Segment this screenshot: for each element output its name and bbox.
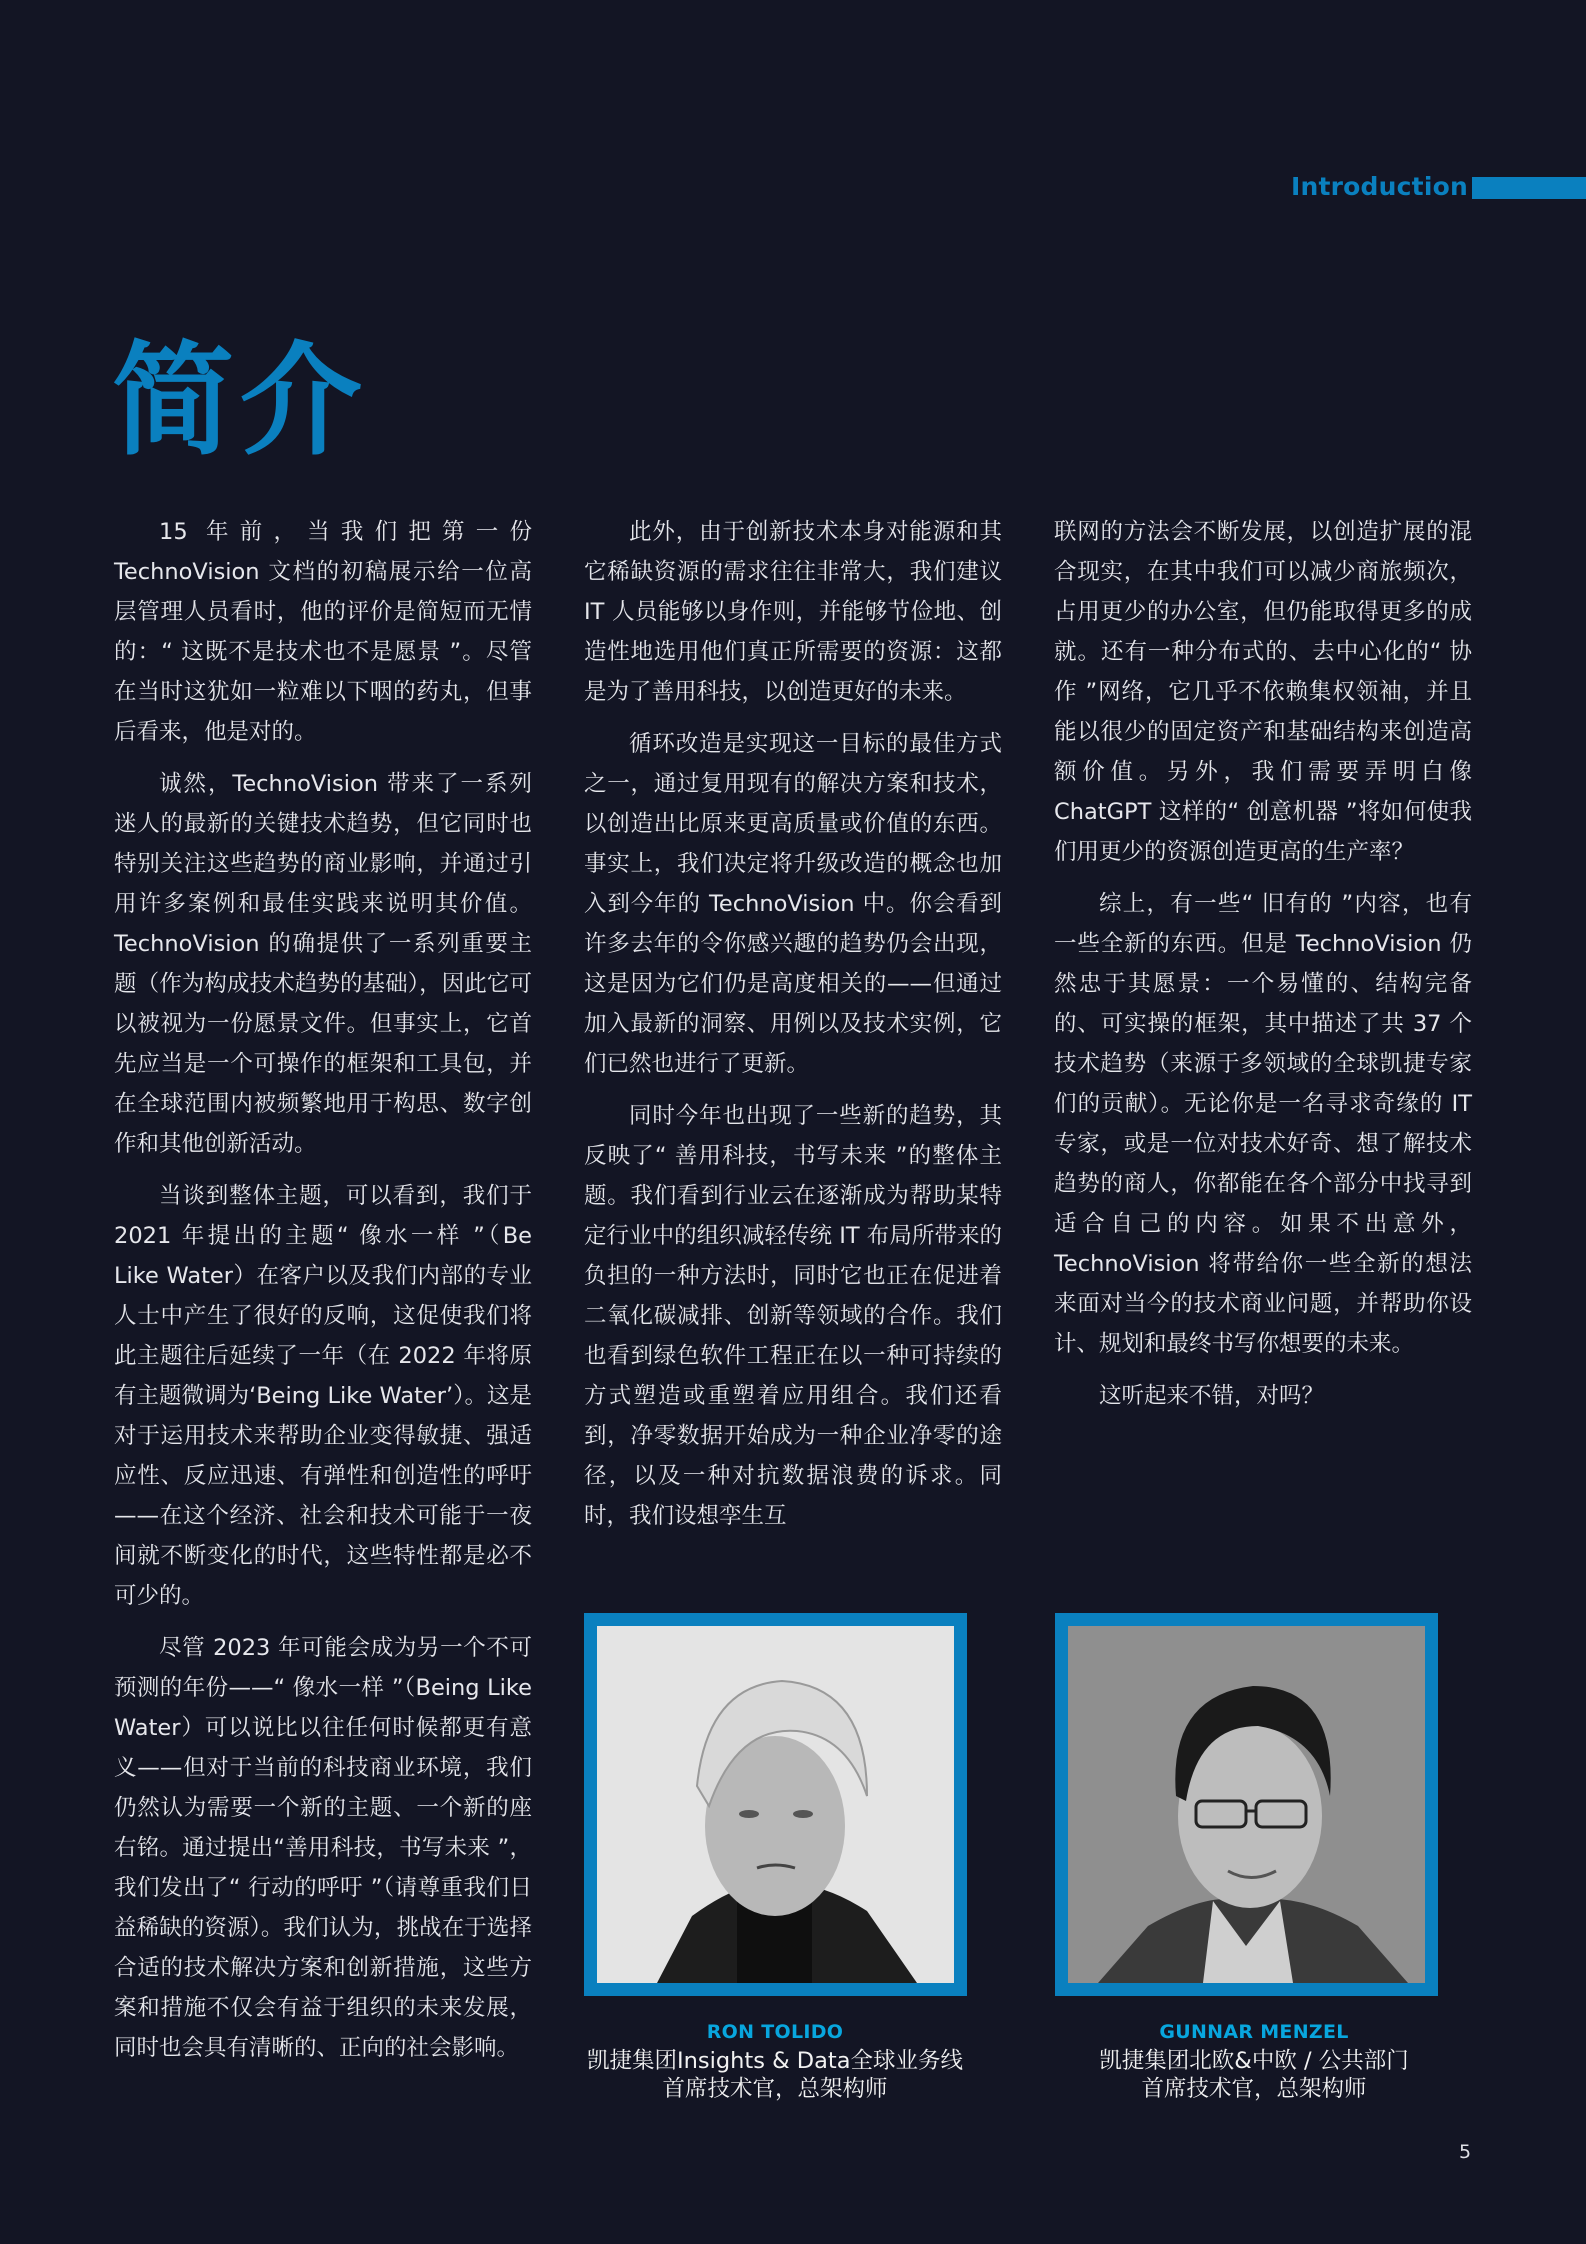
author-name: GUNNAR MENZEL <box>1159 2021 1349 2043</box>
section-accent-bar <box>1472 177 1586 199</box>
author-name: RON TOLIDO <box>706 2021 844 2043</box>
paragraph: 诚然，TechnoVision 带来了一系列迷人的最新的关键技术趋势，但它同时也特别关注这些趋势的商业影响，并通过引用许多案例和最佳实践来说明其价值。TechnoVision 的确提供了一系列重要主题（作为构成技术趋势的基础），因此它可以被视为一份愿景文件。但事实上，它首先应当是一个可操作的框架和工具包，并在全球范围内被频繁地用于构思、数字创作和其他创新活动。 <box>114 771 532 1157</box>
author-photo-gunnar-menzel <box>1055 1613 1438 1996</box>
author-role: 凯捷集团北欧&中欧 / 公共部门 <box>1099 2048 1409 2074</box>
author-role: 首席技术官，总架构师 <box>1141 2076 1367 2102</box>
paragraph: 综上，有一些“ 旧有的 ”内容，也有一些全新的东西。但是 TechnoVision 仍然忠于其愿景：一个易懂的、结构完备的、可实操的框架，其中描述了共 37 个技术趋势（来源于多领域的全球凯捷专家们的贡献）。无论你是一名寻求奇缘的 IT 专家，或是一位对技术好奇、想了解技术趋势的商人，你都能在各个部分中找寻到适合自己的内容。如果不出意外，TechnoVision 将带给你一些全新的想法来面对当今的技术商业问题，并帮助你设计、规划和最终书写你想要的未来。 <box>1054 891 1472 1357</box>
author-caption-1 <box>565 2017 985 2103</box>
text-column-1 <box>114 512 532 2080</box>
paragraph-continuation: 联网的方法会不断发展，以创造扩展的混合现实，在其中我们可以减少商旅频次，占用更少的办公室，但仍能取得更多的成就。还有一种分布式的、去中心化的“ 协作 ”网络，它几乎不依赖集权领袖，并且能以很少的固定资产和基础结构来创造高额价值。另外，我们需要弄明白像 ChatGPT 这样的“ 创意机器 ”将如何使我们用更少的资源创造更高的生产率？ <box>1054 519 1472 865</box>
portrait-icon <box>597 1626 954 1983</box>
paragraph: 尽管 2023 年可能会成为另一个不可预测的年份——“ 像水一样 ”（Being Like Water）可以说比以往任何时候都更有意义——但对于当前的科技商业环境，我们仍然认为需要一个新的主题、一个新的座右铭。通过提出“善用科技，书写未来 ”，我们发出了“ 行动的呼吁 ”（请尊重我们日益稀缺的资源）。我们认为，挑战在于选择合适的技术解决方案和创新措施，这些方案和措施不仅会有益于组织的未来发展，同时也会具有清晰的、正向的社会影响。 <box>114 1635 532 2061</box>
author-caption-2 <box>1044 2017 1464 2103</box>
text-column-3 <box>1054 512 1472 1428</box>
text-column-2 <box>584 512 1002 1548</box>
page-number: 5 <box>1459 2141 1472 2163</box>
paragraph: 循环改造是实现这一目标的最佳方式之一，通过复用现有的解决方案和技术，以创造出比原来更高质量或价值的东西。事实上，我们决定将升级改造的概念也加入到今年的 TechnoVision 中。你会看到许多去年的令你感兴趣的趋势仍会出现，这是因为它们仍是高度相关的——但通过加入最新的洞察、用例以及技术实例，它们已然也进行了更新。 <box>584 731 1002 1077</box>
paragraph: 同时今年也出现了一些新的趋势，其反映了“ 善用科技，书写未来 ”的整体主题。我们看到行业云在逐渐成为帮助某特定行业中的组织减轻传统 IT 布局所带来的负担的一种方法时，同时它也正在促进着二氧化碳减排、创新等领域的合作。我们也看到绿色软件工程正在以一种可持续的方式塑造或重塑着应用组合。我们还看到，净零数据开始成为一种企业净零的途径，以及一种对抗数据浪费的诉求。同时，我们设想孪生互 <box>584 1103 1002 1529</box>
portrait-icon <box>1068 1626 1425 1983</box>
author-role: 首席技术官，总架构师 <box>662 2076 888 2102</box>
author-photo-ron-tolido <box>584 1613 967 1996</box>
paragraph: 当谈到整体主题，可以看到，我们于 2021 年提出的主题“ 像水一样 ”（Be Like Water）在客户以及我们内部的专业人士中产生了很好的反响，这促使我们将此主题往后延续了一年（在 2022 年将原有主题微调为‘Being Like Water’）。这是对于运用技术来帮助企业变得敏捷、强适应性、反应迅速、有弹性和创造性的呼吁——在这个经济、社会和技术可能于一夜间就不断变化的时代，这些特性都是必不可少的。 <box>114 1183 532 1609</box>
author-role: 凯捷集团Insights & Data全球业务线 <box>586 2048 964 2074</box>
page-title: 简介 <box>112 330 368 472</box>
paragraph: 15 年前，当我们把第一份 TechnoVision 文档的初稿展示给一位高层管理人员看时，他的评价是简短而无情的：“ 这既不是技术也不是愿景 ”。尽管在当时这犹如一粒难以下咽的药丸，但事后看来，他是对的。 <box>114 519 532 745</box>
paragraph: 此外，由于创新技术本身对能源和其它稀缺资源的需求往往非常大，我们建议 IT 人员能够以身作则，并能够节俭地、创造性地选用他们真正所需要的资源：这都是为了善用科技，以创造更好的未来。 <box>584 519 1002 705</box>
section-label: Introduction <box>1291 172 1468 201</box>
paragraph: 这听起来不错，对吗？ <box>1099 1383 1325 1409</box>
